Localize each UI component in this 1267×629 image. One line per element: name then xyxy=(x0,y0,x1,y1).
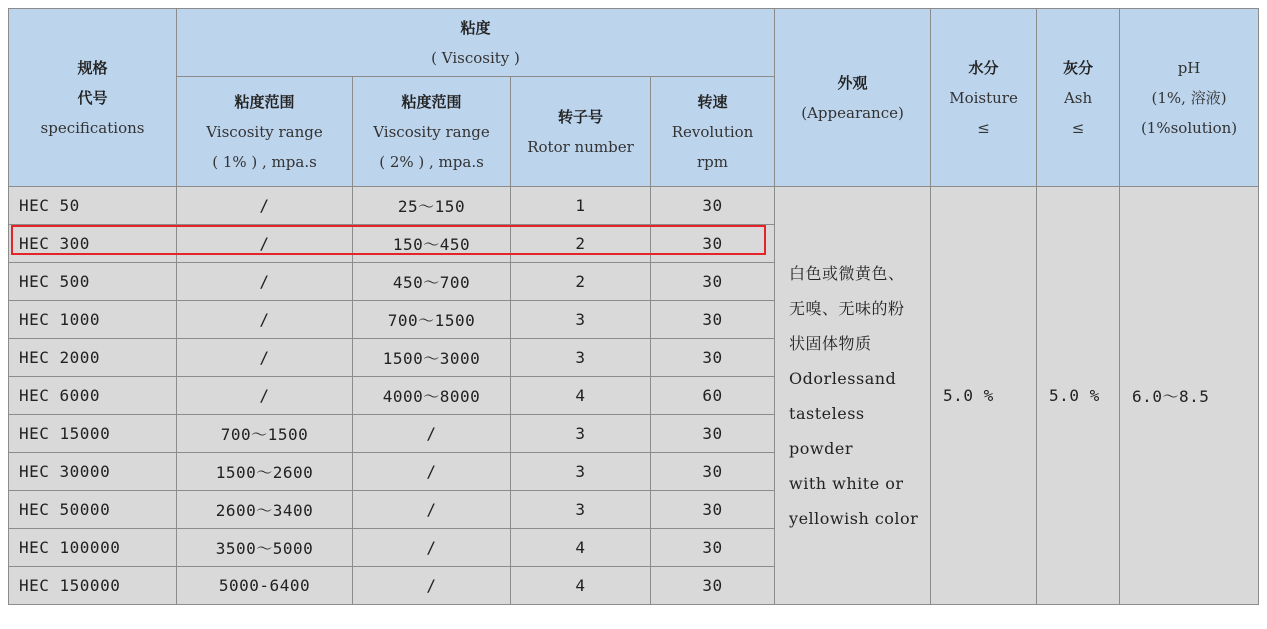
viscosity-2pct-cell: 700～1500 xyxy=(353,301,511,339)
ash-header: 灰分 Ash ≤ xyxy=(1037,9,1120,187)
ph-value: 6.0～8.5 xyxy=(1120,187,1259,605)
appearance-header: 外观 (Appearance) xyxy=(775,9,931,187)
rotor-cell: 4 xyxy=(511,529,651,567)
viscosity-1pct-cell: / xyxy=(177,339,353,377)
rpm-cell: 30 xyxy=(651,415,775,453)
viscosity-2pct-cell: / xyxy=(353,567,511,605)
viscosity-2pct-cell: 25～150 xyxy=(353,187,511,225)
viscosity-2pct-cell: / xyxy=(353,453,511,491)
rotor-cell: 3 xyxy=(511,415,651,453)
ash-value: 5.0 % xyxy=(1037,187,1120,605)
spec-code-cell: HEC 50000 xyxy=(9,491,177,529)
viscosity-group-header: 粘度 ( Viscosity ) xyxy=(177,9,775,77)
table-row xyxy=(9,187,1259,225)
rotor-cell: 4 xyxy=(511,567,651,605)
rotor-cell: 2 xyxy=(511,225,651,263)
rpm-cell: 30 xyxy=(651,187,775,225)
rotor-cell: 1 xyxy=(511,187,651,225)
spec-table xyxy=(8,8,1259,605)
viscosity-2pct-cell: 1500～3000 xyxy=(353,339,511,377)
viscosity-1pct-cell: / xyxy=(177,225,353,263)
spec-header: 规格 代号 specifications xyxy=(9,9,177,187)
rotor-cell: 3 xyxy=(511,339,651,377)
viscosity-2pct-cell: 150～450 xyxy=(353,225,511,263)
moisture-value: 5.0 % xyxy=(931,187,1037,605)
spec-code-cell: HEC 100000 xyxy=(9,529,177,567)
rpm-cell: 30 xyxy=(651,529,775,567)
viscosity-2pct-cell: 4000～8000 xyxy=(353,377,511,415)
rotor-cell: 3 xyxy=(511,453,651,491)
spec-code-cell: HEC 1000 xyxy=(9,301,177,339)
rotor-cell: 3 xyxy=(511,491,651,529)
rpm-cell: 30 xyxy=(651,263,775,301)
spec-code-cell: HEC 2000 xyxy=(9,339,177,377)
rpm-cell: 30 xyxy=(651,491,775,529)
spec-code-cell: HEC 500 xyxy=(9,263,177,301)
viscosity-1pct-cell: / xyxy=(177,301,353,339)
rotor-number-header: 转子号 Rotor number xyxy=(511,77,651,187)
spec-code-cell: HEC 30000 xyxy=(9,453,177,491)
viscosity-1pct-cell: 700～1500 xyxy=(177,415,353,453)
rotor-cell: 3 xyxy=(511,301,651,339)
spec-code-cell: HEC 150000 xyxy=(9,567,177,605)
viscosity-2pct-cell: / xyxy=(353,529,511,567)
rpm-cell: 30 xyxy=(651,567,775,605)
ph-header: pH (1%, 溶液) (1%solution) xyxy=(1120,9,1259,187)
moisture-header: 水分 Moisture ≤ xyxy=(931,9,1037,187)
rotor-cell: 4 xyxy=(511,377,651,415)
viscosity-1pct-cell: 1500～2600 xyxy=(177,453,353,491)
viscosity-1pct-cell: 3500～5000 xyxy=(177,529,353,567)
viscosity-2pct-cell: / xyxy=(353,491,511,529)
viscosity-1pct-cell: / xyxy=(177,187,353,225)
rpm-cell: 30 xyxy=(651,339,775,377)
spec-code-cell: HEC 300 xyxy=(9,225,177,263)
rpm-cell: 60 xyxy=(651,377,775,415)
rpm-cell: 30 xyxy=(651,225,775,263)
spec-code-cell: HEC 15000 xyxy=(9,415,177,453)
revolution-header: 转速 Revolution rpm xyxy=(651,77,775,187)
viscosity-1pct-cell: 2600～3400 xyxy=(177,491,353,529)
spec-code-cell: HEC 50 xyxy=(9,187,177,225)
viscosity-1pct-cell: / xyxy=(177,377,353,415)
spec-code-cell: HEC 6000 xyxy=(9,377,177,415)
appearance-cell xyxy=(775,187,931,605)
viscosity-2pct-cell: 450～700 xyxy=(353,263,511,301)
viscosity-1pct-cell: 5000-6400 xyxy=(177,567,353,605)
appearance-text: 白色或微黄色、 无嗅、无味的粉 状固体物质 Odorlessand tasteless powder with white or yellowish color xyxy=(789,263,919,528)
rotor-cell: 2 xyxy=(511,263,651,301)
rpm-cell: 30 xyxy=(651,453,775,491)
viscosity-1pct-cell: / xyxy=(177,263,353,301)
viscosity-1pct-header: 粘度范围 Viscosity range ( 1% ) , mpa.s xyxy=(177,77,353,187)
viscosity-2pct-cell: / xyxy=(353,415,511,453)
viscosity-2pct-header: 粘度范围 Viscosity range ( 2% ) , mpa.s xyxy=(353,77,511,187)
rpm-cell: 30 xyxy=(651,301,775,339)
